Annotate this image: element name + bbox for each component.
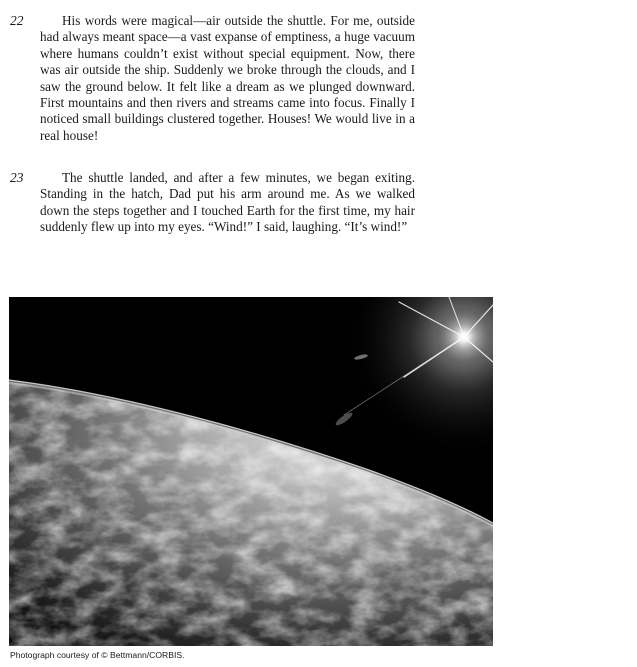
paragraph-text: The shuttle landed, and after a few minutes, we began exiting. Standing in the hatch, Dad put his arm around me. As we walked down the steps together and I touched Earth for the first time, my hair suddenly flew up into my eyes. “Wind!” I said, laughing. “It’s wind!”: [40, 170, 415, 235]
paragraph-22: [10, 13, 415, 144]
photo-credit: Photograph courtesy of © Bettmann/CORBIS.: [10, 650, 185, 660]
earth-from-space-photo: [9, 297, 493, 646]
paragraph-text: His words were magical—air outside the shuttle. For me, outside had always meant space—a vast expanse of emptiness, a huge vacuum where humans couldn’t exist without special equipment. Now, there was air outside the ship. Suddenly we broke through the clouds, and I saw the ground below. It felt like a dream as we plunged downward. First mountains and then rivers and streams came into focus. Finally I noticed small buildings clustered together. Houses! We would live in a real house!: [40, 13, 415, 143]
paragraph-23: [10, 170, 415, 236]
paragraph-number: 22: [10, 13, 24, 28]
paragraph-number: 23: [10, 170, 24, 185]
